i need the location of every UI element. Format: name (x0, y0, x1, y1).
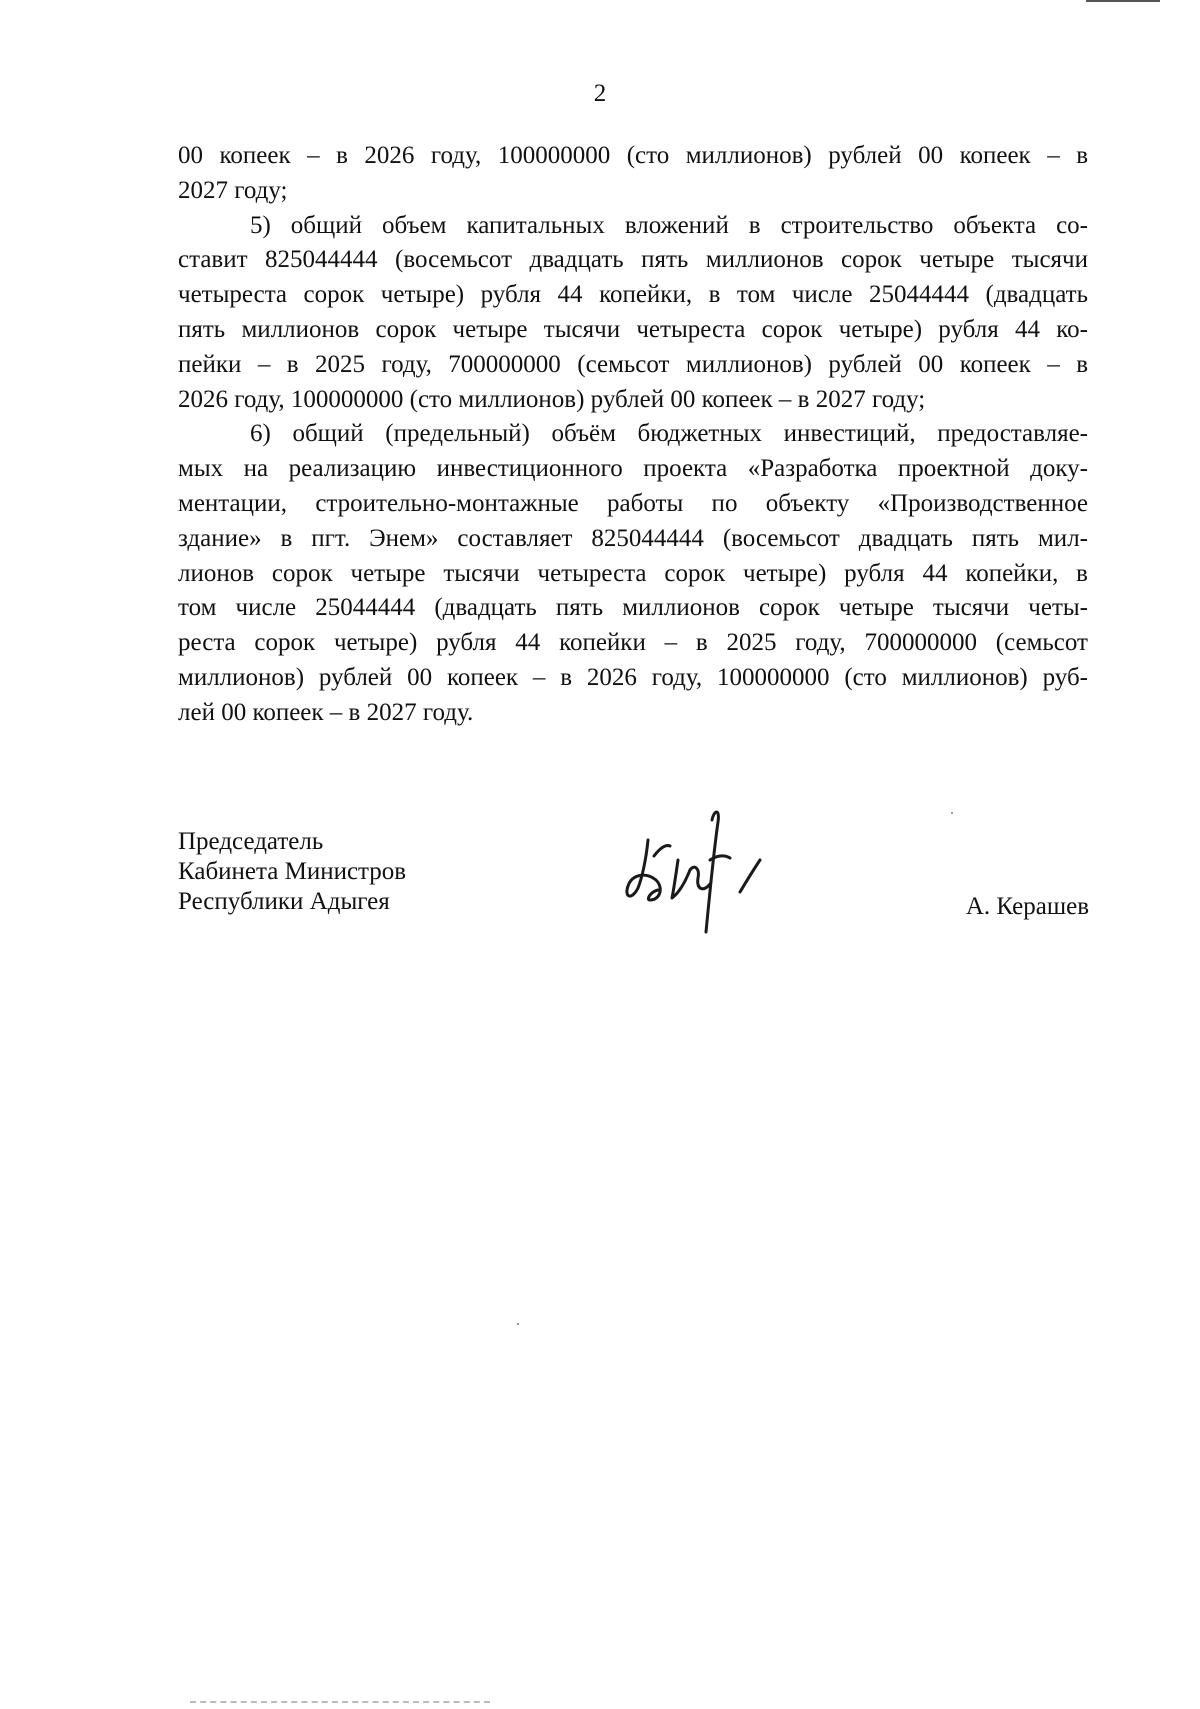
text-line: 2027 году; (178, 176, 288, 204)
document-body (178, 139, 1088, 731)
text-line: ментации, строительно-монтажные работы по объекту «Производственное (178, 489, 1088, 517)
scan-speck (951, 812, 953, 814)
top-edge-mark (1086, 0, 1160, 2)
signatory-title-line: Председатель (178, 828, 324, 855)
text-line: мых на реализацию инвестиционного проекта «Разработка проектной доку- (178, 455, 1088, 483)
text-line: 6) общий (предельный) объём бюджетных инвестиций, предоставляе- (250, 420, 1088, 448)
text-line: четыреста сорок четыре) рубля 44 копейки, в том числе 25044444 (двадцать (178, 281, 1088, 309)
text-line: пейки – в 2025 году, 700000000 (семьсот миллионов) рублей 00 копеек – в (178, 350, 1088, 378)
text-line: лей 00 копеек – в 2027 году. (178, 698, 474, 726)
bottom-edge-mark (190, 1701, 490, 1703)
text-line: пять миллионов сорок четыре тысячи четыреста сорок четыре) рубля 44 ко- (178, 315, 1088, 343)
text-line: ставит 825044444 (восемьсот двадцать пять миллионов сорок четыре тысячи (178, 246, 1088, 274)
signatory-title-line: Республики Адыгея (178, 888, 390, 915)
text-line: 5) общий объем капитальных вложений в строительство объекта со- (250, 211, 1088, 239)
page-number: 2 (593, 80, 607, 107)
signatory-title-line: Кабинета Министров (178, 858, 407, 885)
text-line: здание» в пгт. Энем» составляет 825044444 (восемьсот двадцать пять мил- (178, 524, 1088, 552)
text-line: лионов сорок четыре тысячи четыреста сорок четыре) рубля 44 копейки, в (178, 559, 1088, 587)
signatory-name: А. Керашев (965, 893, 1089, 920)
scan-speck (517, 1323, 519, 1325)
text-line: 2026 году, 100000000 (сто миллионов) рублей 00 копеек – в 2027 году; (178, 385, 926, 413)
text-line: 00 копеек – в 2026 году, 100000000 (сто миллионов) рублей 00 копеек – в (178, 142, 1088, 169)
text-line: реста сорок четыре) рубля 44 копейки – в 2025 году, 700000000 (семьсот (178, 629, 1088, 657)
signatory-title (178, 827, 406, 917)
handwritten-signature (620, 800, 790, 935)
text-line: миллионов) рублей 00 копеек – в 2026 году, 100000000 (сто миллионов) руб- (178, 663, 1088, 691)
text-line: том числе 25044444 (двадцать пять миллионов сорок четыре тысячи четы- (178, 594, 1088, 622)
